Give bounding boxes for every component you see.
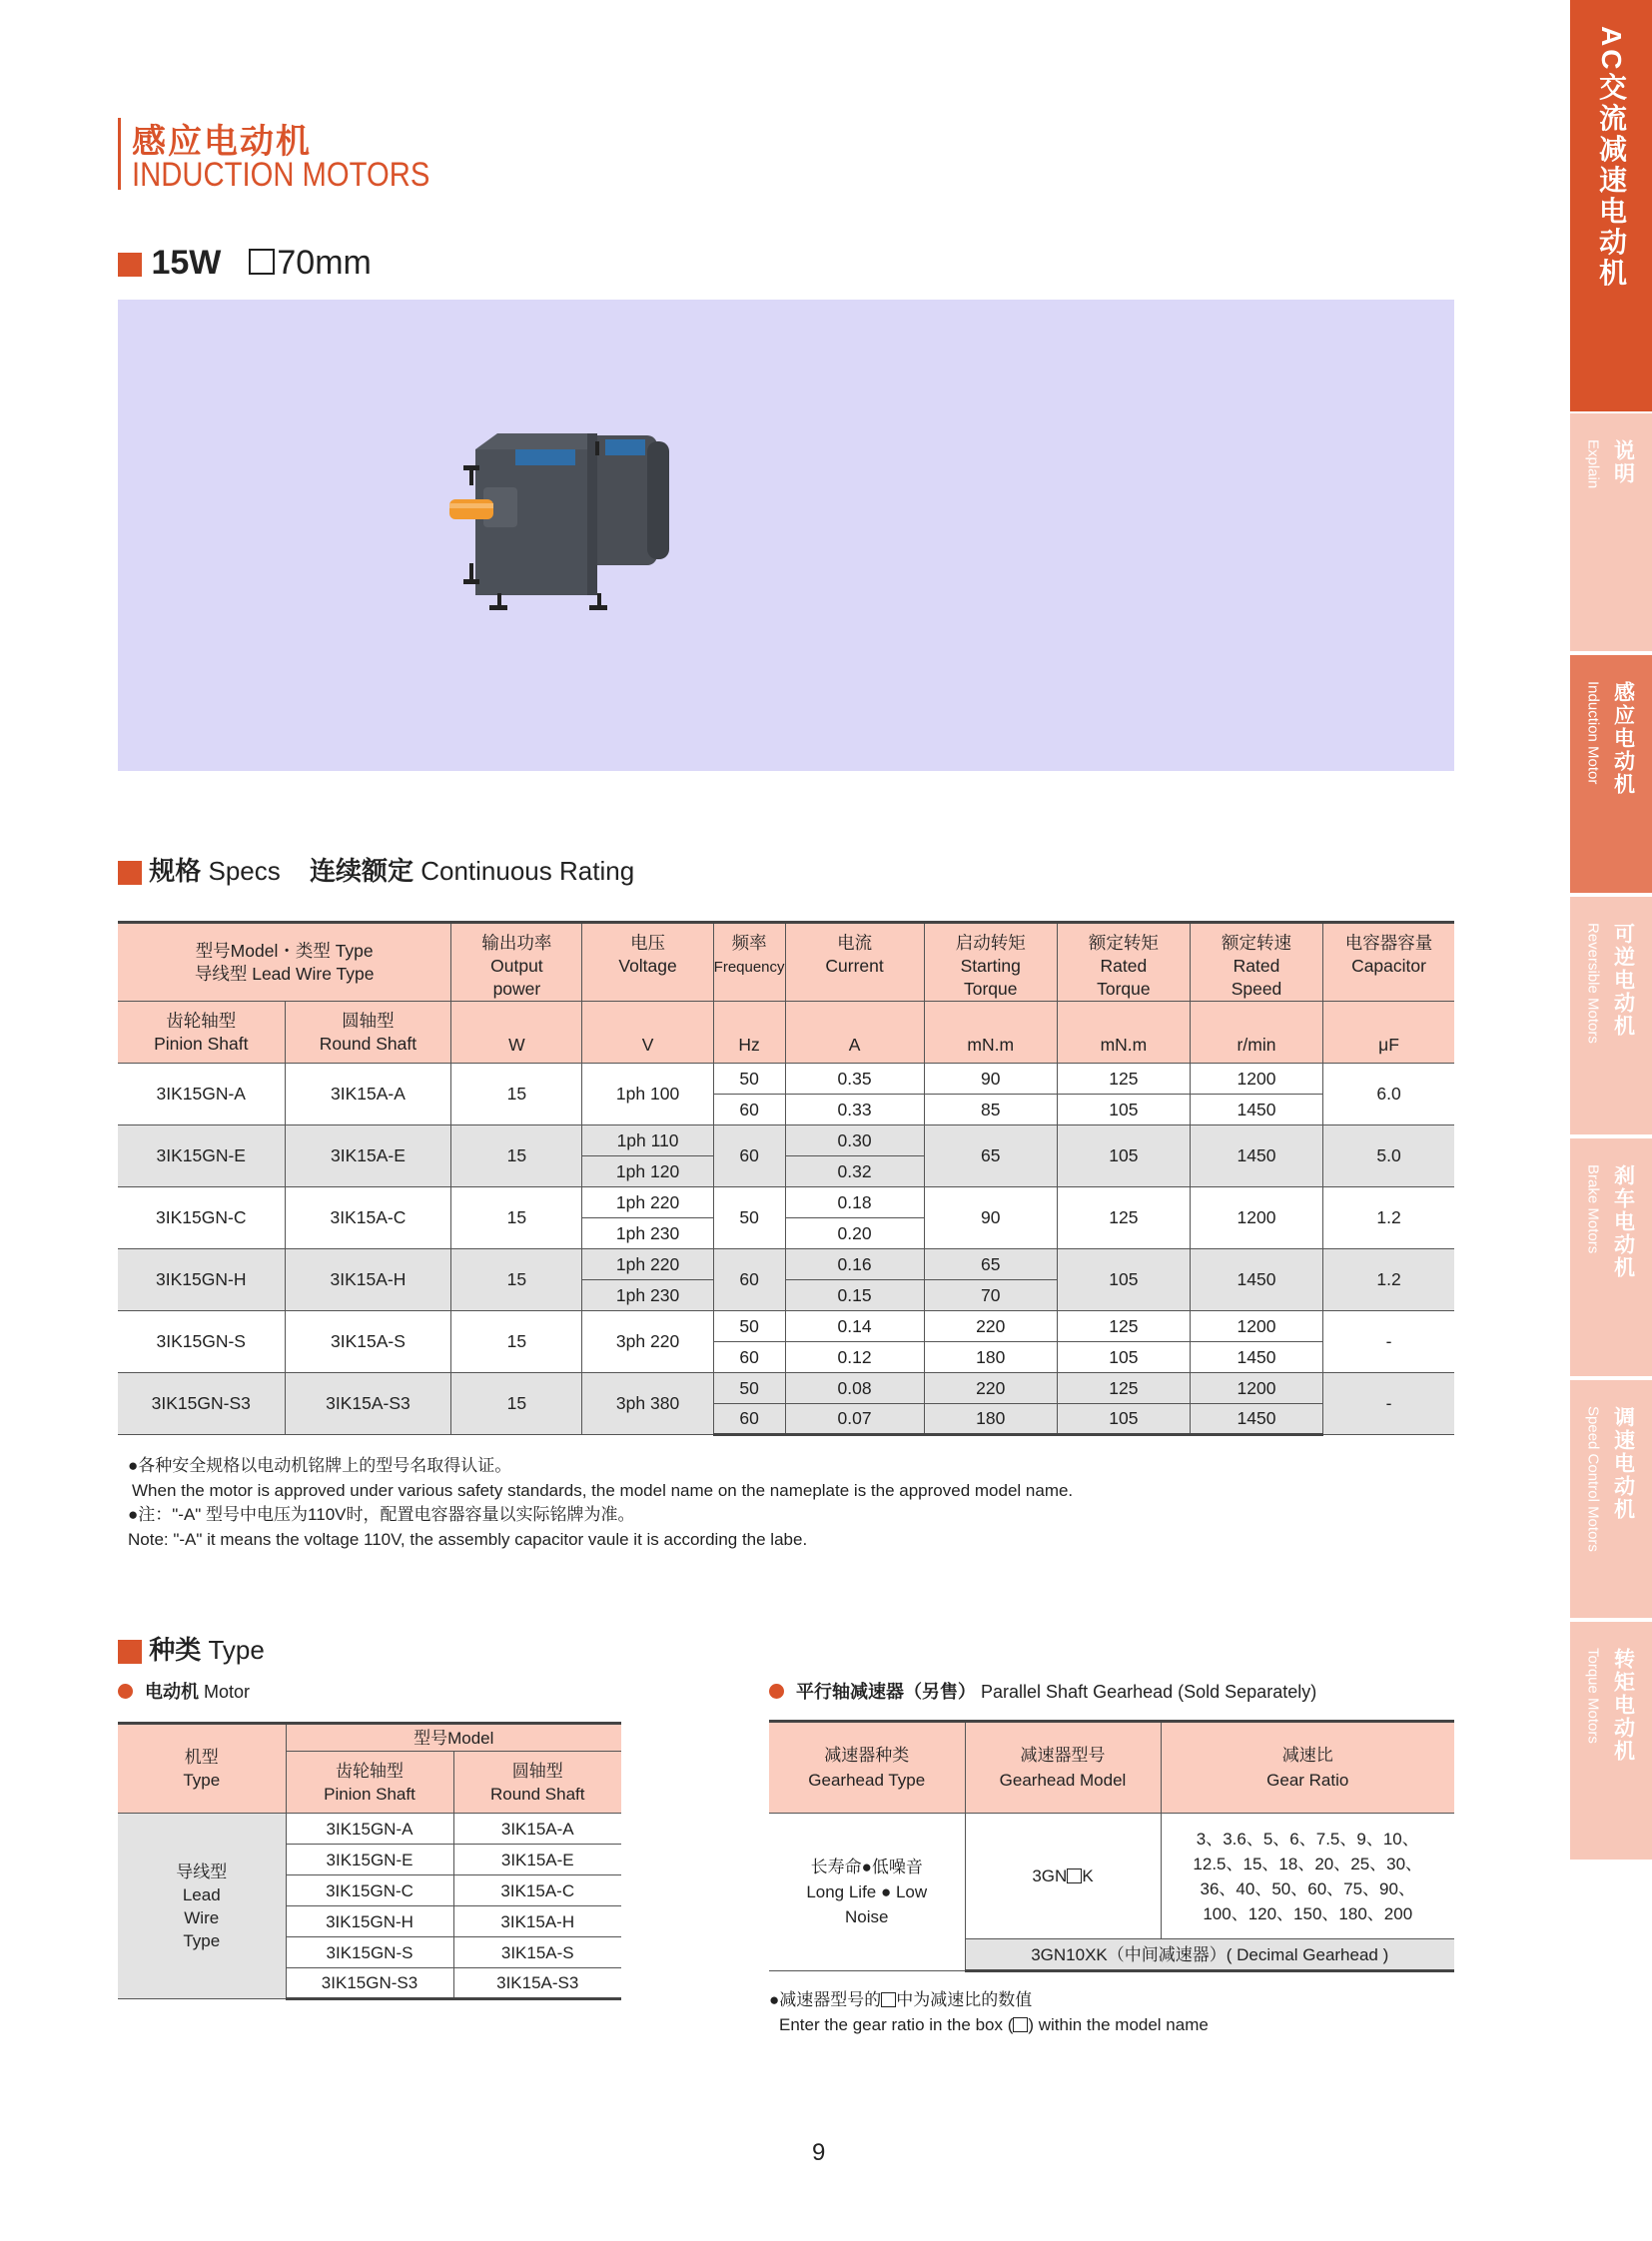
gear-ratio-header: 减速比 Gear Ratio — [1161, 1722, 1454, 1814]
capacitor-value: 5.0 — [1323, 1125, 1454, 1187]
specs-section-title — [118, 851, 634, 888]
frequency-value: 60 — [713, 1404, 785, 1435]
starting-torque-value: 65 — [924, 1125, 1057, 1187]
frequency-value: 60 — [713, 1125, 785, 1187]
table-row — [118, 1311, 1454, 1342]
page-title-cn: 感应电动机 — [132, 123, 312, 161]
model-pinion: 3IK15GN-S — [118, 1311, 285, 1373]
voltage-unit: V — [582, 1002, 713, 1064]
pinion-shaft-header: 齿轮轴型 Pinion Shaft — [118, 1002, 285, 1064]
model-pinion: 3IK15GN-S3 — [118, 1373, 285, 1435]
type-header: 机型 Type — [118, 1724, 286, 1814]
current-value: 0.32 — [785, 1156, 924, 1187]
voltage-value: 1ph 230 — [582, 1280, 713, 1311]
side-tab-label-cn: 感应电动机 — [1611, 681, 1635, 796]
voltage-value: 1ph 110 — [582, 1125, 713, 1156]
voltage-value: 1ph 220 — [582, 1249, 713, 1280]
model-pinion: 3IK15GN-C — [118, 1187, 285, 1249]
square-frame-icon — [249, 249, 275, 275]
rated-speed-value: 1450 — [1190, 1095, 1322, 1125]
side-tab-label-en: Brake Motors — [1584, 1164, 1602, 1254]
model-round: 3IK15A-E — [285, 1125, 451, 1187]
circle-bullet-icon — [118, 1684, 133, 1699]
starting-torque-header: 启动转矩 Starting Torque — [924, 923, 1057, 1002]
capacitor-value: 6.0 — [1323, 1064, 1454, 1125]
current-value: 0.30 — [785, 1125, 924, 1156]
starting-torque-value: 180 — [924, 1404, 1057, 1435]
round-shaft-header: 圆轴型 Round Shaft — [285, 1002, 451, 1064]
voltage-value: 1ph 230 — [582, 1218, 713, 1249]
side-tab-induction-motor[interactable] — [1570, 655, 1652, 893]
gearhead-type-header: 减速器种类 Gearhead Type — [769, 1722, 965, 1814]
side-tab-label-en: Torque Motors — [1584, 1648, 1602, 1744]
gear-ratio-values: 3、3.6、5、6、7.5、9、10、 12.5、15、18、20、25、30、 36、40、50、60、75、90、 100、120、150、180、200 — [1161, 1814, 1454, 1939]
type-section-title — [118, 1630, 265, 1667]
rated-torque-value: 125 — [1057, 1064, 1190, 1095]
specs-title-cn: 规格 — [149, 856, 202, 886]
power-rating: 15W — [151, 244, 222, 282]
rated-torque-value: 125 — [1057, 1187, 1190, 1249]
gearhead-table — [769, 1720, 1454, 1972]
model-pinion: 3IK15GN-H — [286, 1906, 453, 1937]
output-value: 15 — [451, 1125, 582, 1187]
lead-wire-type: 导线型 Lead Wire Type — [118, 1814, 286, 1999]
rated-speed-value: 1450 — [1190, 1342, 1322, 1373]
square-bullet-icon — [118, 1640, 142, 1664]
current-value: 0.12 — [785, 1342, 924, 1373]
round-shaft-header: 圆轴型 Round Shaft — [453, 1752, 621, 1814]
voltage-header: 电压 Voltage — [582, 923, 713, 1002]
output-value: 15 — [451, 1249, 582, 1311]
model-pinion: 3IK15GN-E — [286, 1845, 453, 1875]
voltage-value: 3ph 220 — [582, 1311, 713, 1373]
rated-torque-value: 125 — [1057, 1373, 1190, 1404]
side-tab-explain[interactable] — [1570, 413, 1652, 651]
current-unit: A — [785, 1002, 924, 1064]
output-value: 15 — [451, 1373, 582, 1435]
gearhead-model-header: 减速器型号 Gearhead Model — [965, 1722, 1161, 1814]
starting-torque-value: 90 — [924, 1187, 1057, 1249]
type-title-cn: 种类 — [149, 1635, 202, 1665]
table-row — [118, 1064, 1454, 1095]
capacitor-value: 1.2 — [1323, 1187, 1454, 1249]
side-tab-label-en: Reversible Motors — [1584, 923, 1602, 1044]
starting-torque-value: 180 — [924, 1342, 1057, 1373]
table-row — [118, 1373, 1454, 1404]
model-round: 3IK15A-S3 — [453, 1968, 621, 1999]
rated-torque-value: 105 — [1057, 1249, 1190, 1311]
rated-speed-value: 1200 — [1190, 1187, 1322, 1249]
capacitor-value: 1.2 — [1323, 1249, 1454, 1311]
output-value: 15 — [451, 1187, 582, 1249]
current-value: 0.33 — [785, 1095, 924, 1125]
side-tab-torque-motors[interactable] — [1570, 1622, 1652, 1860]
rated-torque-value: 105 — [1057, 1404, 1190, 1435]
side-tab-label-cn: 调速电动机 — [1611, 1406, 1635, 1521]
model-pinion: 3IK15GN-E — [118, 1125, 285, 1187]
voltage-value: 3ph 380 — [582, 1373, 713, 1435]
current-value: 0.16 — [785, 1249, 924, 1280]
rated-torque-header: 额定转矩 Rated Torque — [1057, 923, 1190, 1002]
gearhead-subtitle: 平行轴减速器（另售） Parallel Shaft Gearhead (Sold Separately) — [769, 1678, 1316, 1704]
model-round: 3IK15A-A — [453, 1814, 621, 1845]
gearhead-note-en: Enter the gear ratio in the box ( ) within the model name — [779, 2015, 1209, 2034]
pinion-shaft-header: 齿轮轴型 Pinion Shaft — [286, 1752, 453, 1814]
model-round: 3IK15A-H — [285, 1249, 451, 1311]
model-round: 3IK15A-C — [453, 1875, 621, 1906]
rated-speed-value: 1450 — [1190, 1249, 1322, 1311]
side-tab-label-cn: 说明 — [1611, 439, 1635, 485]
note-1-cn: ●各种安全规格以电动机铭牌上的型号名取得认证。 — [128, 1456, 512, 1475]
table-row — [118, 1187, 1454, 1218]
capacitor-header: 电容器容量 Capacitor — [1323, 923, 1454, 1002]
output-value: 15 — [451, 1064, 582, 1125]
output-unit: W — [451, 1002, 582, 1064]
output-header: 输出功率 Output power — [451, 923, 582, 1002]
note-2-en: Note: "-A" it means the voltage 110V, the assembly capacitor vaule it is according the labe. — [128, 1529, 808, 1549]
page-number: 9 — [812, 2139, 826, 2166]
gearhead-model-value: 3GN K — [965, 1814, 1161, 1939]
model-round: 3IK15A-A — [285, 1064, 451, 1125]
frequency-value: 50 — [713, 1064, 785, 1095]
model-round: 3IK15A-S — [453, 1937, 621, 1968]
output-value: 15 — [451, 1311, 582, 1373]
rating-title-cn: 连续额定 — [309, 856, 413, 886]
side-tab-label-en: Speed Control Motors — [1584, 1406, 1602, 1552]
circle-bullet-icon — [769, 1684, 784, 1699]
side-tab-speed-control-motors[interactable] — [1570, 1380, 1652, 1618]
model-round: 3IK15A-C — [285, 1187, 451, 1249]
rated-torque-unit: mN.m — [1057, 1002, 1190, 1064]
frequency-value: 60 — [713, 1095, 785, 1125]
product-heading — [118, 244, 372, 283]
capacitor-unit: μF — [1323, 1002, 1454, 1064]
frequency-value: 60 — [713, 1342, 785, 1373]
rated-speed-value: 1200 — [1190, 1373, 1322, 1404]
rating-title-en: Continuous Rating — [420, 856, 635, 886]
side-tab-label-cn: AC交流减速电动机 — [1596, 26, 1627, 290]
rated-speed-value: 1450 — [1190, 1125, 1322, 1187]
model-round: 3IK15A-S — [285, 1311, 451, 1373]
frequency-value: 50 — [713, 1187, 785, 1249]
frequency-value: 50 — [713, 1373, 785, 1404]
side-tab-reversible-motors[interactable] — [1570, 897, 1652, 1134]
current-value: 0.15 — [785, 1280, 924, 1311]
frequency-value: 60 — [713, 1249, 785, 1311]
model-pinion: 3IK15GN-C — [286, 1875, 453, 1906]
model-pinion: 3IK15GN-H — [118, 1249, 285, 1311]
gearhead-note-cn: ●减速器型号的 中为减速比的数值 — [769, 1990, 1033, 2009]
current-value: 0.08 — [785, 1373, 924, 1404]
starting-torque-unit: mN.m — [924, 1002, 1057, 1064]
product-photo — [118, 300, 1454, 771]
starting-torque-value: 85 — [924, 1095, 1057, 1125]
side-tab-brake-motors[interactable] — [1570, 1138, 1652, 1376]
model-pinion: 3IK15GN-S3 — [286, 1968, 453, 1999]
capacitor-value: - — [1323, 1373, 1454, 1435]
side-tab-label-cn: 刹车电动机 — [1611, 1164, 1635, 1279]
long-life-low-noise: 长寿命●低噪音 Long Life ● Low Noise — [769, 1814, 965, 1971]
frequency-header: 频率 Frequency — [713, 923, 785, 1002]
rated-speed-value: 1200 — [1190, 1064, 1322, 1095]
specs-title-en: Specs — [208, 856, 281, 886]
current-header: 电流 Current — [785, 923, 924, 1002]
model-round: 3IK15A-H — [453, 1906, 621, 1937]
frequency-value: 50 — [713, 1311, 785, 1342]
voltage-value: 1ph 220 — [582, 1187, 713, 1218]
square-bullet-icon — [118, 253, 142, 277]
side-tab-label-en: Induction Motor — [1584, 681, 1602, 785]
ratio-box-icon — [1067, 1868, 1082, 1883]
motor-illustration — [118, 300, 1454, 771]
frame-size: 70mm — [277, 244, 372, 282]
current-value: 0.18 — [785, 1187, 924, 1218]
rated-torque-value: 105 — [1057, 1342, 1190, 1373]
square-bullet-icon — [118, 861, 142, 885]
gearhead-note — [769, 1987, 1209, 2037]
header-accent-bar — [118, 118, 121, 190]
note-1-en: When the motor is approved under various safety standards, the model name on the nameplate is the approved model name. — [132, 1480, 1074, 1500]
model-round: 3IK15A-S3 — [285, 1373, 451, 1435]
rated-torque-value: 105 — [1057, 1095, 1190, 1125]
note-2-cn: ●注："-A" 型号中电压为110V时，配置电容器容量以实际铭牌为准。 — [128, 1505, 635, 1524]
current-value: 0.14 — [785, 1311, 924, 1342]
spec-notes — [128, 1454, 1073, 1552]
side-tab-label-en: Explain — [1584, 439, 1602, 489]
model-pinion: 3IK15GN-A — [118, 1064, 285, 1125]
model-round: 3IK15A-E — [453, 1845, 621, 1875]
side-tab-label-cn: 转矩电动机 — [1611, 1648, 1635, 1763]
starting-torque-value: 90 — [924, 1064, 1057, 1095]
table-row — [769, 1814, 1454, 1939]
motor-subtitle: 电动机 Motor — [118, 1678, 250, 1704]
model-type-header: 型号Model・类型 Type 导线型 Lead Wire Type — [118, 923, 451, 1002]
ratio-box-icon — [1013, 2017, 1028, 2032]
capacitor-value: - — [1323, 1311, 1454, 1373]
rated-speed-value: 1450 — [1190, 1404, 1322, 1435]
frequency-unit: Hz — [713, 1002, 785, 1064]
model-header: 型号Model — [286, 1724, 621, 1752]
motor-type-table — [118, 1722, 621, 2000]
starting-torque-value: 70 — [924, 1280, 1057, 1311]
rated-speed-unit: r/min — [1190, 1002, 1322, 1064]
specs-table — [118, 921, 1454, 1436]
starting-torque-value: 220 — [924, 1311, 1057, 1342]
rated-speed-value: 1200 — [1190, 1311, 1322, 1342]
voltage-value: 1ph 100 — [582, 1064, 713, 1125]
table-row — [118, 1125, 1454, 1156]
page-title-en: INDUCTION MOTORS — [132, 156, 430, 194]
starting-torque-value: 220 — [924, 1373, 1057, 1404]
current-value: 0.07 — [785, 1404, 924, 1435]
side-tab-label-cn: 可逆电动机 — [1611, 923, 1635, 1038]
rated-speed-header: 额定转速 Rated Speed — [1190, 923, 1322, 1002]
side-tab-ac-geared-motors[interactable] — [1570, 0, 1652, 411]
model-pinion: 3IK15GN-S — [286, 1937, 453, 1968]
rated-torque-value: 125 — [1057, 1311, 1190, 1342]
table-row — [118, 1814, 621, 1845]
ratio-box-icon — [881, 1992, 896, 2007]
model-pinion: 3IK15GN-A — [286, 1814, 453, 1845]
current-value: 0.20 — [785, 1218, 924, 1249]
starting-torque-value: 65 — [924, 1249, 1057, 1280]
current-value: 0.35 — [785, 1064, 924, 1095]
decimal-gearhead: 3GN10XK（中间减速器）( Decimal Gearhead ) — [965, 1939, 1454, 1971]
table-row — [118, 1249, 1454, 1280]
type-title-en: Type — [208, 1635, 265, 1665]
voltage-value: 1ph 120 — [582, 1156, 713, 1187]
rated-torque-value: 105 — [1057, 1125, 1190, 1187]
